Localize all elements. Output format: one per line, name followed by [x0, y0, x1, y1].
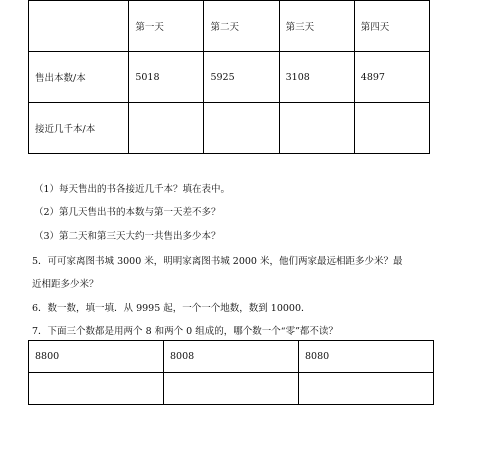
table-header-cell: 第一天 — [129, 1, 204, 52]
answer-cell — [354, 103, 429, 154]
table-cell — [29, 1, 129, 52]
row-label: 接近几千本/本 — [29, 103, 129, 154]
answer-cell — [204, 103, 279, 154]
book-sales-table — [28, 0, 430, 154]
table-header-cell: 第四天 — [354, 1, 429, 52]
table-cell: 5018 — [129, 52, 204, 103]
table-header-cell: 第三天 — [279, 1, 354, 52]
table-cell: 3108 — [279, 52, 354, 103]
table-cell: 5925 — [204, 52, 279, 103]
question-5-line-2: 近相距多少米？ — [32, 279, 99, 290]
table-row — [29, 341, 434, 373]
table-row — [29, 373, 434, 405]
answer-cell — [129, 103, 204, 154]
table-cell: 8008 — [164, 341, 299, 373]
table-cell: 8080 — [299, 341, 434, 373]
table-header-cell: 第二天 — [204, 1, 279, 52]
question-6: 6．数一数，填一填．从 9995 起，一个一个地数，数到 10000． — [32, 303, 311, 314]
table-row — [29, 52, 430, 103]
table-cell: 4897 — [354, 52, 429, 103]
row-label: 售出本数/本 — [29, 52, 129, 103]
answer-cell — [164, 373, 299, 405]
question-2: （2）第几天售出书的本数与第一天差不多？ — [34, 207, 221, 218]
answer-cell — [299, 373, 434, 405]
table-row — [29, 103, 430, 154]
question-1: （1）每天售出的书各接近几千本？填在表中。 — [34, 184, 231, 195]
answer-cell — [29, 373, 164, 405]
question-3: （3）第二天和第三天大约一共售出多少本？ — [34, 231, 221, 242]
table-header-row — [29, 1, 430, 52]
number-table — [28, 340, 434, 405]
question-5-line-1: 5．可可家离图书城 3000 米，明明家离图书城 2000 米，他们两家最远相距多少米？最 — [32, 256, 403, 267]
question-7: 7．下面三个数都是用两个 8 和两个 0 组成的，哪个数一个“零”都不读？ — [32, 326, 338, 337]
table-cell: 8800 — [29, 341, 164, 373]
answer-cell — [279, 103, 354, 154]
